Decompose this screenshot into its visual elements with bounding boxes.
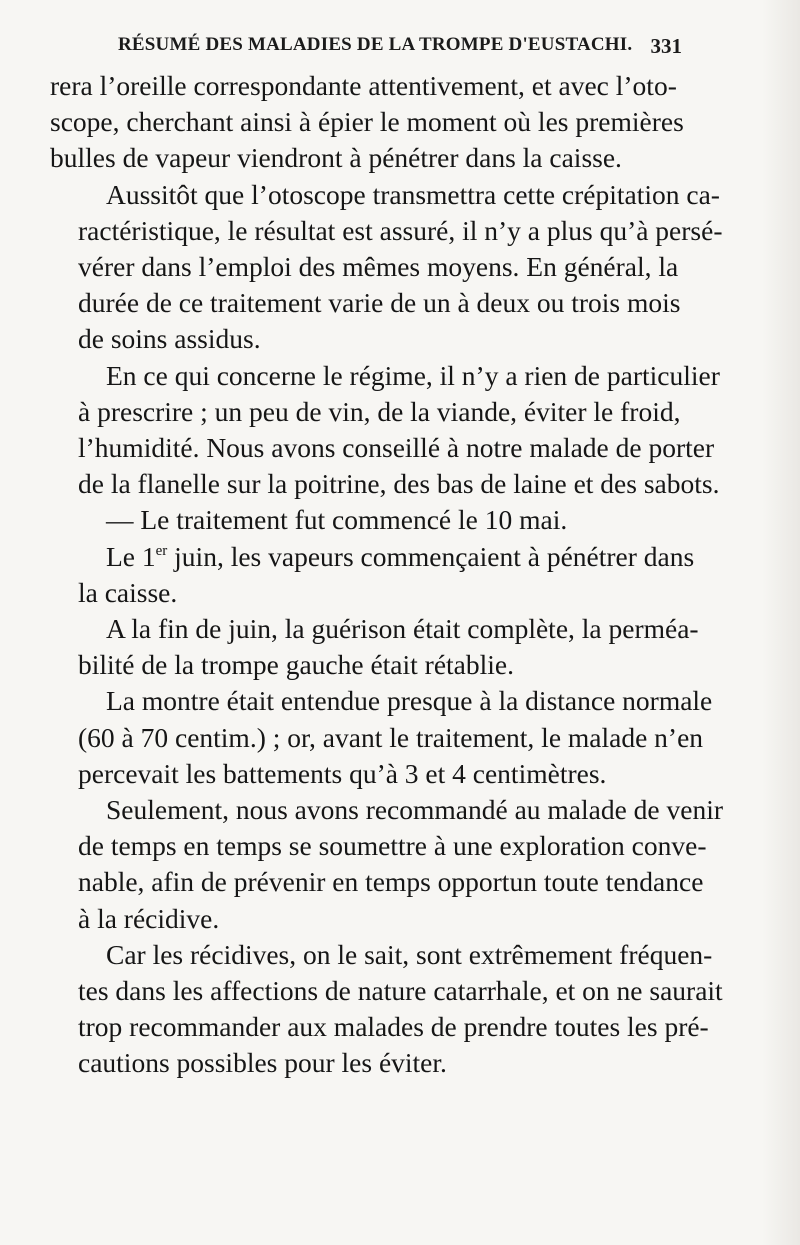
paragraph (50, 792, 724, 937)
text-line: nable, afin de prévenir en temps opportun toute tendance (78, 866, 704, 898)
text-line: bilité de la trompe gauche était rétablie. (78, 649, 514, 681)
text-line: cautions possibles pour les éviter. (78, 1047, 447, 1079)
page-edge-shadow (762, 0, 800, 1245)
text-line: de temps en temps se soumettre à une exploration conve- (78, 830, 707, 862)
paragraph (50, 539, 695, 611)
body-text (50, 68, 724, 1082)
text-line: vérer dans l’emploi des mêmes moyens. En général, la (78, 251, 679, 283)
text-line: percevait les battements qu’à 3 et 4 centimètres. (78, 757, 607, 789)
text-line: En ce qui concerne le régime, il n’y a rien de particulier (106, 359, 720, 391)
paragraph (50, 68, 684, 177)
text-line: scope, cherchant ainsi à épier le moment où les premières (50, 106, 684, 138)
text-line: à la récidive. (78, 902, 220, 934)
paragraph (50, 683, 713, 792)
text-line: à prescrire ; un peu de vin, de la viande, éviter le froid, (78, 395, 681, 427)
text-line: l’humidité. Nous avons conseillé à notre malade de porter (78, 432, 715, 464)
text-line: trop recommander aux malades de prendre toutes les pré- (78, 1011, 709, 1043)
text-line: de la flanelle sur la poitrine, des bas de laine et des sabots. (78, 468, 720, 500)
text-line: A la fin de juin, la guérison était complète, la perméa- (106, 613, 699, 645)
ordinal-superscript: er (155, 542, 168, 559)
text-line: La montre était entendue presque à la distance normale (106, 685, 713, 717)
running-title: RÉSUMÉ DES MALADIES DE LA TROMPE D'EUSTACHI. (118, 34, 633, 55)
text-line: — Le traitement fut commencé le 10 mai. (106, 504, 568, 536)
paragraph (50, 177, 723, 358)
text-line: bulles de vapeur viendront à pénétrer dans la caisse. (50, 142, 622, 174)
text-line: la caisse. (78, 576, 178, 608)
date-prefix: Le 1 (106, 540, 156, 572)
text-line: durée de ce traitement varie de un à deux ou trois mois (78, 287, 681, 319)
text-line: ractéristique, le résultat est assuré, il n’y a plus qu’à persé- (78, 214, 723, 246)
text-line: tes dans les affections de nature catarrhale, et on ne saurait (78, 975, 723, 1007)
text-line: Car les récidives, on le sait, sont extrêmement fréquen- (106, 938, 713, 970)
text-line: Aussitôt que l’otoscope transmettra cette crépitation ca- (106, 178, 720, 210)
text-line: rera l’oreille correspondante attentivement, et avec l’oto- (50, 70, 677, 101)
paragraph (50, 358, 720, 539)
text-line (50, 539, 695, 575)
text-line: Seulement, nous avons recommandé au malade de venir (106, 794, 724, 826)
text-line: de soins assidus. (78, 323, 261, 355)
paragraph (50, 611, 699, 683)
text-line-rest: juin, les vapeurs commençaient à pénétrer dans (167, 540, 695, 572)
paragraph (50, 937, 723, 1082)
page-header (118, 34, 682, 60)
page-number: 331 (650, 34, 682, 58)
text-line: (60 à 70 centim.) ; or, avant le traitement, le malade n’en (78, 721, 704, 753)
